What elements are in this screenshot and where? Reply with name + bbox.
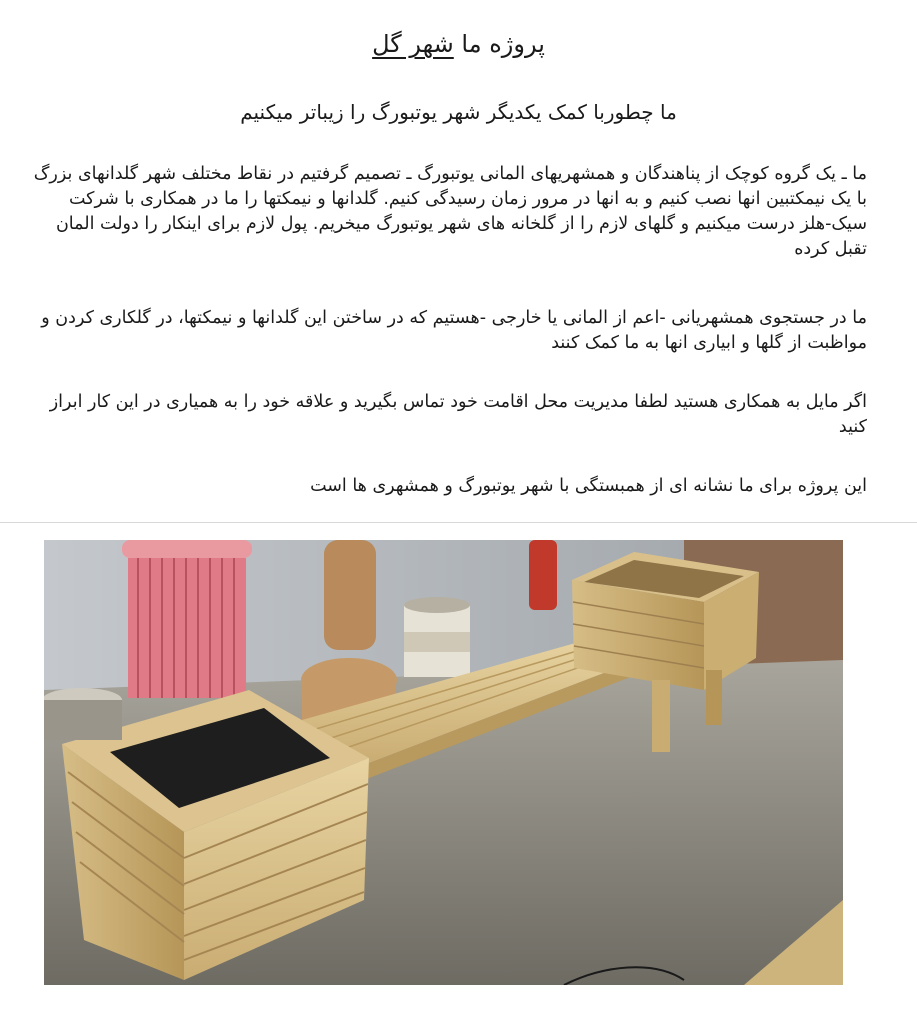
paragraph-solidarity: این پروژه برای ما نشانه ای از همبستگی با شهر یوتبورگ و همشهری ها است — [310, 476, 867, 496]
fire-extinguisher — [529, 540, 557, 610]
page-title — [0, 30, 917, 58]
page-divider — [0, 522, 917, 523]
title-underlined: شهر گل — [372, 30, 454, 58]
paragraph-seeking-help: ما در جستجوی همشهریانی -اعم از المانی یا خارجی -هستیم که در ساختن این گلدانها و نیمکتها، در گلکاری کردن و مواظبت از گلها و ابیاری انها به ما کمک کنند — [41, 308, 867, 353]
subtitle: ما چطوربا کمک یکدیگر شهر یوتبورگ را زیباتر میکنیم — [240, 100, 677, 124]
pink-stools — [122, 540, 252, 698]
bench-photo — [44, 540, 843, 985]
title-prefix: پروژه ما — [461, 30, 545, 58]
paint-bucket — [404, 597, 470, 677]
paragraph-intro: ما ـ یک گروه کوچک از پناهندگان و همشهریهای المانی یوتبورگ ـ تصمیم گرفتیم در نقاط مختلف شهر گلدانهای بزرگ با یک نیمکتبین انها نصب کنیم و به انها در مرور زمان رسیدگی کنیم. گلدانها و نیمکتها را ما در همکاری با شرکت سیک-هلز درست میکنیم و گلهای لازم را از گلخانه های شهر یوتبورگ میخریم. پول لازم برای اینکار را دولت المان تقبل کرده — [33, 164, 867, 259]
paragraph-contact: اگر مایل به همکاری هستید لطفا مدیریت محل اقامت خود تماس بگیرید و علاقه خود را به همیاری در این کار ابراز کنید — [49, 392, 867, 437]
paint-cans — [44, 688, 122, 740]
